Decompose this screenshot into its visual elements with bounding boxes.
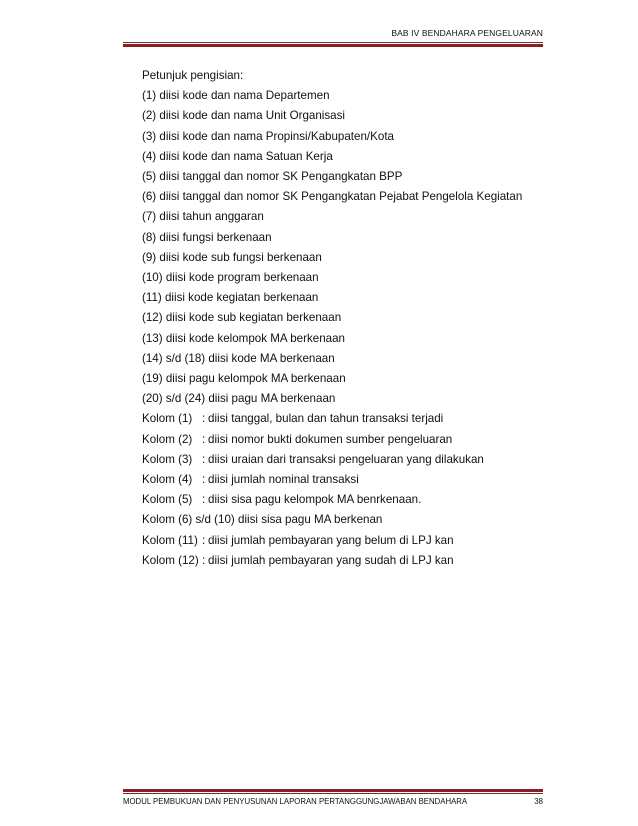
kolom-label: Kolom (4) (142, 473, 193, 487)
kolom-label: Kolom (2) (142, 432, 193, 446)
kolom-label: Kolom (12) (142, 553, 199, 567)
kolom-separator: : (202, 432, 206, 446)
kolom-label: Kolom (3) (142, 452, 193, 466)
kolom-row (142, 430, 562, 450)
instruction-item: (3) diisi kode dan nama Propinsi/Kabupaten/Kota (142, 129, 394, 143)
footer-rule (123, 789, 543, 794)
kolom-label: Kolom (1) (142, 412, 193, 426)
kolom-row (142, 470, 562, 490)
footer-title: MODUL PEMBUKUAN DAN PENYUSUNAN LAPORAN PERTANGGUNGJAWABAN BENDAHARA (123, 797, 468, 806)
kolom-separator: : (202, 473, 206, 487)
kolom-separator: : (202, 553, 206, 567)
kolom-description: diisi nomor bukti dokumen sumber pengeluaran (208, 432, 453, 446)
kolom-separator: : (202, 412, 206, 426)
header-rule-thin (123, 42, 543, 43)
instruction-item: (7) diisi tahun anggaran (142, 210, 264, 224)
footer-rule-thick (123, 789, 543, 792)
kolom-separator: : (202, 493, 206, 507)
instruction-item: (10) diisi kode program berkenaan (142, 271, 319, 285)
footer-rule-thin (123, 793, 543, 794)
kolom-description: diisi uraian dari transaksi pengeluaran yang dilakukan (208, 452, 484, 466)
instruction-item: (1) diisi kode dan nama Departemen (142, 89, 330, 103)
instruction-item: (2) diisi kode dan nama Unit Organisasi (142, 109, 345, 123)
header-rule (123, 42, 543, 47)
instruction-item: (11) diisi kode kegiatan berkenaan (142, 291, 319, 305)
kolom-description: diisi jumlah pembayaran yang belum di LPJ kan (208, 533, 454, 547)
kolom-row (142, 450, 562, 470)
kolom-separator: : (202, 533, 206, 547)
instruction-item: (9) diisi kode sub fungsi berkenaan (142, 250, 322, 264)
kolom-label: Kolom (11) (142, 533, 198, 547)
page-content (142, 66, 562, 571)
kolom-list (142, 409, 562, 571)
instruction-item: (4) diisi kode dan nama Satuan Kerja (142, 149, 333, 163)
kolom-description: diisi sisa pagu kelompok MA benrkenaan. (208, 493, 422, 507)
instruction-item: (5) diisi tanggal dan nomor SK Pengangkatan BPP (142, 170, 403, 184)
instruction-item: (8) diisi fungsi berkenaan (142, 230, 272, 244)
instructions-heading: Petunjuk pengisian: (142, 69, 244, 82)
kolom-description: diisi tanggal, bulan dan tahun transaksi terjadi (208, 412, 444, 426)
kolom-row (142, 490, 562, 510)
page-number: 38 (534, 797, 543, 806)
instruction-item: (19) diisi pagu kelompok MA berkenaan (142, 372, 346, 386)
kolom-description: diisi jumlah nominal transaksi (208, 473, 359, 487)
kolom-separator: : (202, 452, 206, 466)
kolom-range-line: Kolom (6) s/d (10) diisi sisa pagu MA berkenan (142, 513, 383, 527)
instruction-item: (20) s/d (24) diisi pagu MA berkenaan (142, 392, 336, 406)
kolom-description: diisi jumlah pembayaran yang sudah di LPJ kan (208, 553, 454, 567)
kolom-row (142, 409, 562, 429)
instruction-list (142, 86, 562, 409)
instruction-item: (6) diisi tanggal dan nomor SK Pengangkatan Pejabat Pengelola Kegiatan (142, 190, 523, 204)
header-rule-thick (123, 44, 543, 47)
kolom-row (142, 531, 562, 551)
kolom-label: Kolom (5) (142, 493, 193, 507)
kolom-row (142, 551, 562, 571)
instruction-item: (14) s/d (18) diisi kode MA berkenaan (142, 351, 335, 365)
header-title: BAB IV BENDAHARA PENGELUARAN (391, 28, 543, 38)
instruction-item: (13) diisi kode kelompok MA berkenaan (142, 331, 345, 345)
instruction-item: (12) diisi kode sub kegiatan berkenaan (142, 311, 342, 325)
